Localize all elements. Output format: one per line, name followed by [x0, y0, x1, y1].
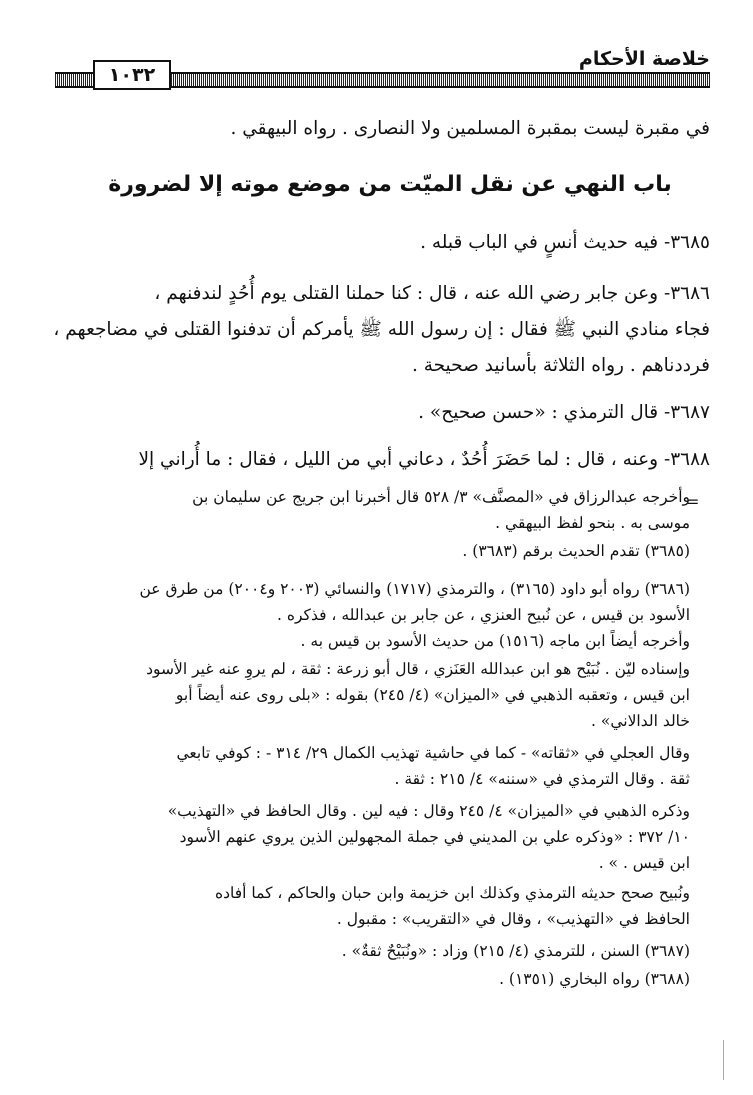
- hadith-3688-line-1: ٣٦٨٨- وعنه ، قال : لما حَضَرَ أُحُدٌ ، دعاني أبي من الليل ، فقال : ما أُراني إلا: [138, 449, 710, 470]
- hadith-3687: ٣٦٨٧- قال الترمذي : «حسن صحيح» .: [418, 402, 710, 423]
- footnote-line: وإسناده ليّن . نُبَيْح هو ابن عبدالله العَنَزي ، قال أبو زرعة : ثقة ، لم يروِ عنه غير الأسود: [146, 660, 690, 678]
- footnote-line: الأسود بن قيس ، عن نُبيح العنزي ، عن جابر بن عبدالله ، فذكره .: [277, 606, 690, 624]
- footnote-line: وأخرجه عبدالرزاق في «المصنَّف» ٣/ ٥٢٨ قال أخبرنا ابن جريج عن سليمان بن: [192, 488, 690, 506]
- hadith-3686-line-1: ٣٦٨٦- وعن جابر رضي الله عنه ، قال : كنا حملنا القتلى يوم أُحُدٍ لندفنهم ،: [154, 283, 710, 304]
- chapter-heading: باب النهي عن نقل الميّت من موضع موته إلا لضرورة: [108, 172, 672, 197]
- footnote-line: ابن قيس ، وتعقبه الذهبي في «الميزان» (٤/ ٢٤٥) بقوله : «بلى روى عنه أيضاً أبو: [175, 686, 690, 704]
- footnote-line: ونُبيح صحح حديثه الترمذي وكذلك ابن خزيمة وابن حبان والحاكم ، كما أفاده: [215, 884, 690, 902]
- footnote-line: وذكره الذهبي في «الميزان» ٤/ ٢٤٥ وقال : فيه لين . وقال الحافظ في «التهذيب»: [167, 802, 690, 820]
- hadith-3685: ٣٦٨٥- فيه حديث أنسٍ في الباب قبله .: [420, 232, 710, 253]
- footnote-line: ثقة . وقال الترمذي في «سننه» ٤/ ٢١٥ : ثقة .: [394, 770, 690, 788]
- footnote-line: موسى به . بنحو لفظ البيهقي .: [495, 514, 690, 532]
- footnote-line: (٣٦٨٥) تقدم الحديث برقم (٣٦٨٣) .: [462, 542, 690, 560]
- footnote-line: وأخرجه أيضاً ابن ماجه (١٥١٦) من حديث الأسود بن قيس به .: [300, 632, 690, 650]
- page-number: ١٠٣٢: [93, 60, 171, 90]
- footnote-line: (٣٦٨٨) رواه البخاري (١٣٥١) .: [499, 970, 690, 988]
- footnote-line: (٣٦٨٧) السنن ، للترمذي (٤/ ٢١٥) وزاد : «ونُبَيْحٌ ثقةٌ» .: [341, 942, 690, 960]
- footnote-line: وقال العجلي في «ثقاته» - كما في حاشية تهذيب الكمال ٢٩/ ٣١٤ - : كوفي تابعي: [176, 744, 690, 762]
- hadith-3686-line-2: فجاء منادي النبي ﷺ فقال : إن رسول الله ﷺ يأمركم أن تدفنوا القتلى في مضاجعهم ،: [53, 319, 710, 340]
- footnote-line: (٣٦٨٦) رواه أبو داود (٣١٦٥) ، والترمذي (١٧١٧) والنسائي (٢٠٠٣ و٢٠٠٤) من طرق عن: [139, 580, 690, 598]
- book-title: خلاصة الأحكام: [578, 48, 710, 70]
- footnote-continuation-marker: =: [686, 492, 700, 511]
- hadith-3686-line-3: فرددناهم . رواه الثلاثة بأسانيد صحيحة .: [411, 355, 710, 376]
- footnote-line: الحافظ في «التهذيب» ، وقال في «التقريب» : مقبول .: [336, 910, 690, 928]
- intro-line: في مقبرة ليست بمقبرة المسلمين ولا النصارى . رواه البيهقي .: [230, 118, 710, 139]
- footnote-line: خالد الدالاني» .: [591, 712, 690, 730]
- footnote-line: ١٠/ ٣٧٢ : «وذكره علي بن المديني في جملة المجهولين الذين يروي عنهم الأسود: [179, 828, 690, 846]
- footnotes: [70, 0, 690, 1095]
- scan-artifact-line: [723, 1040, 724, 1080]
- footnote-line: ابن قيس . » .: [598, 854, 690, 872]
